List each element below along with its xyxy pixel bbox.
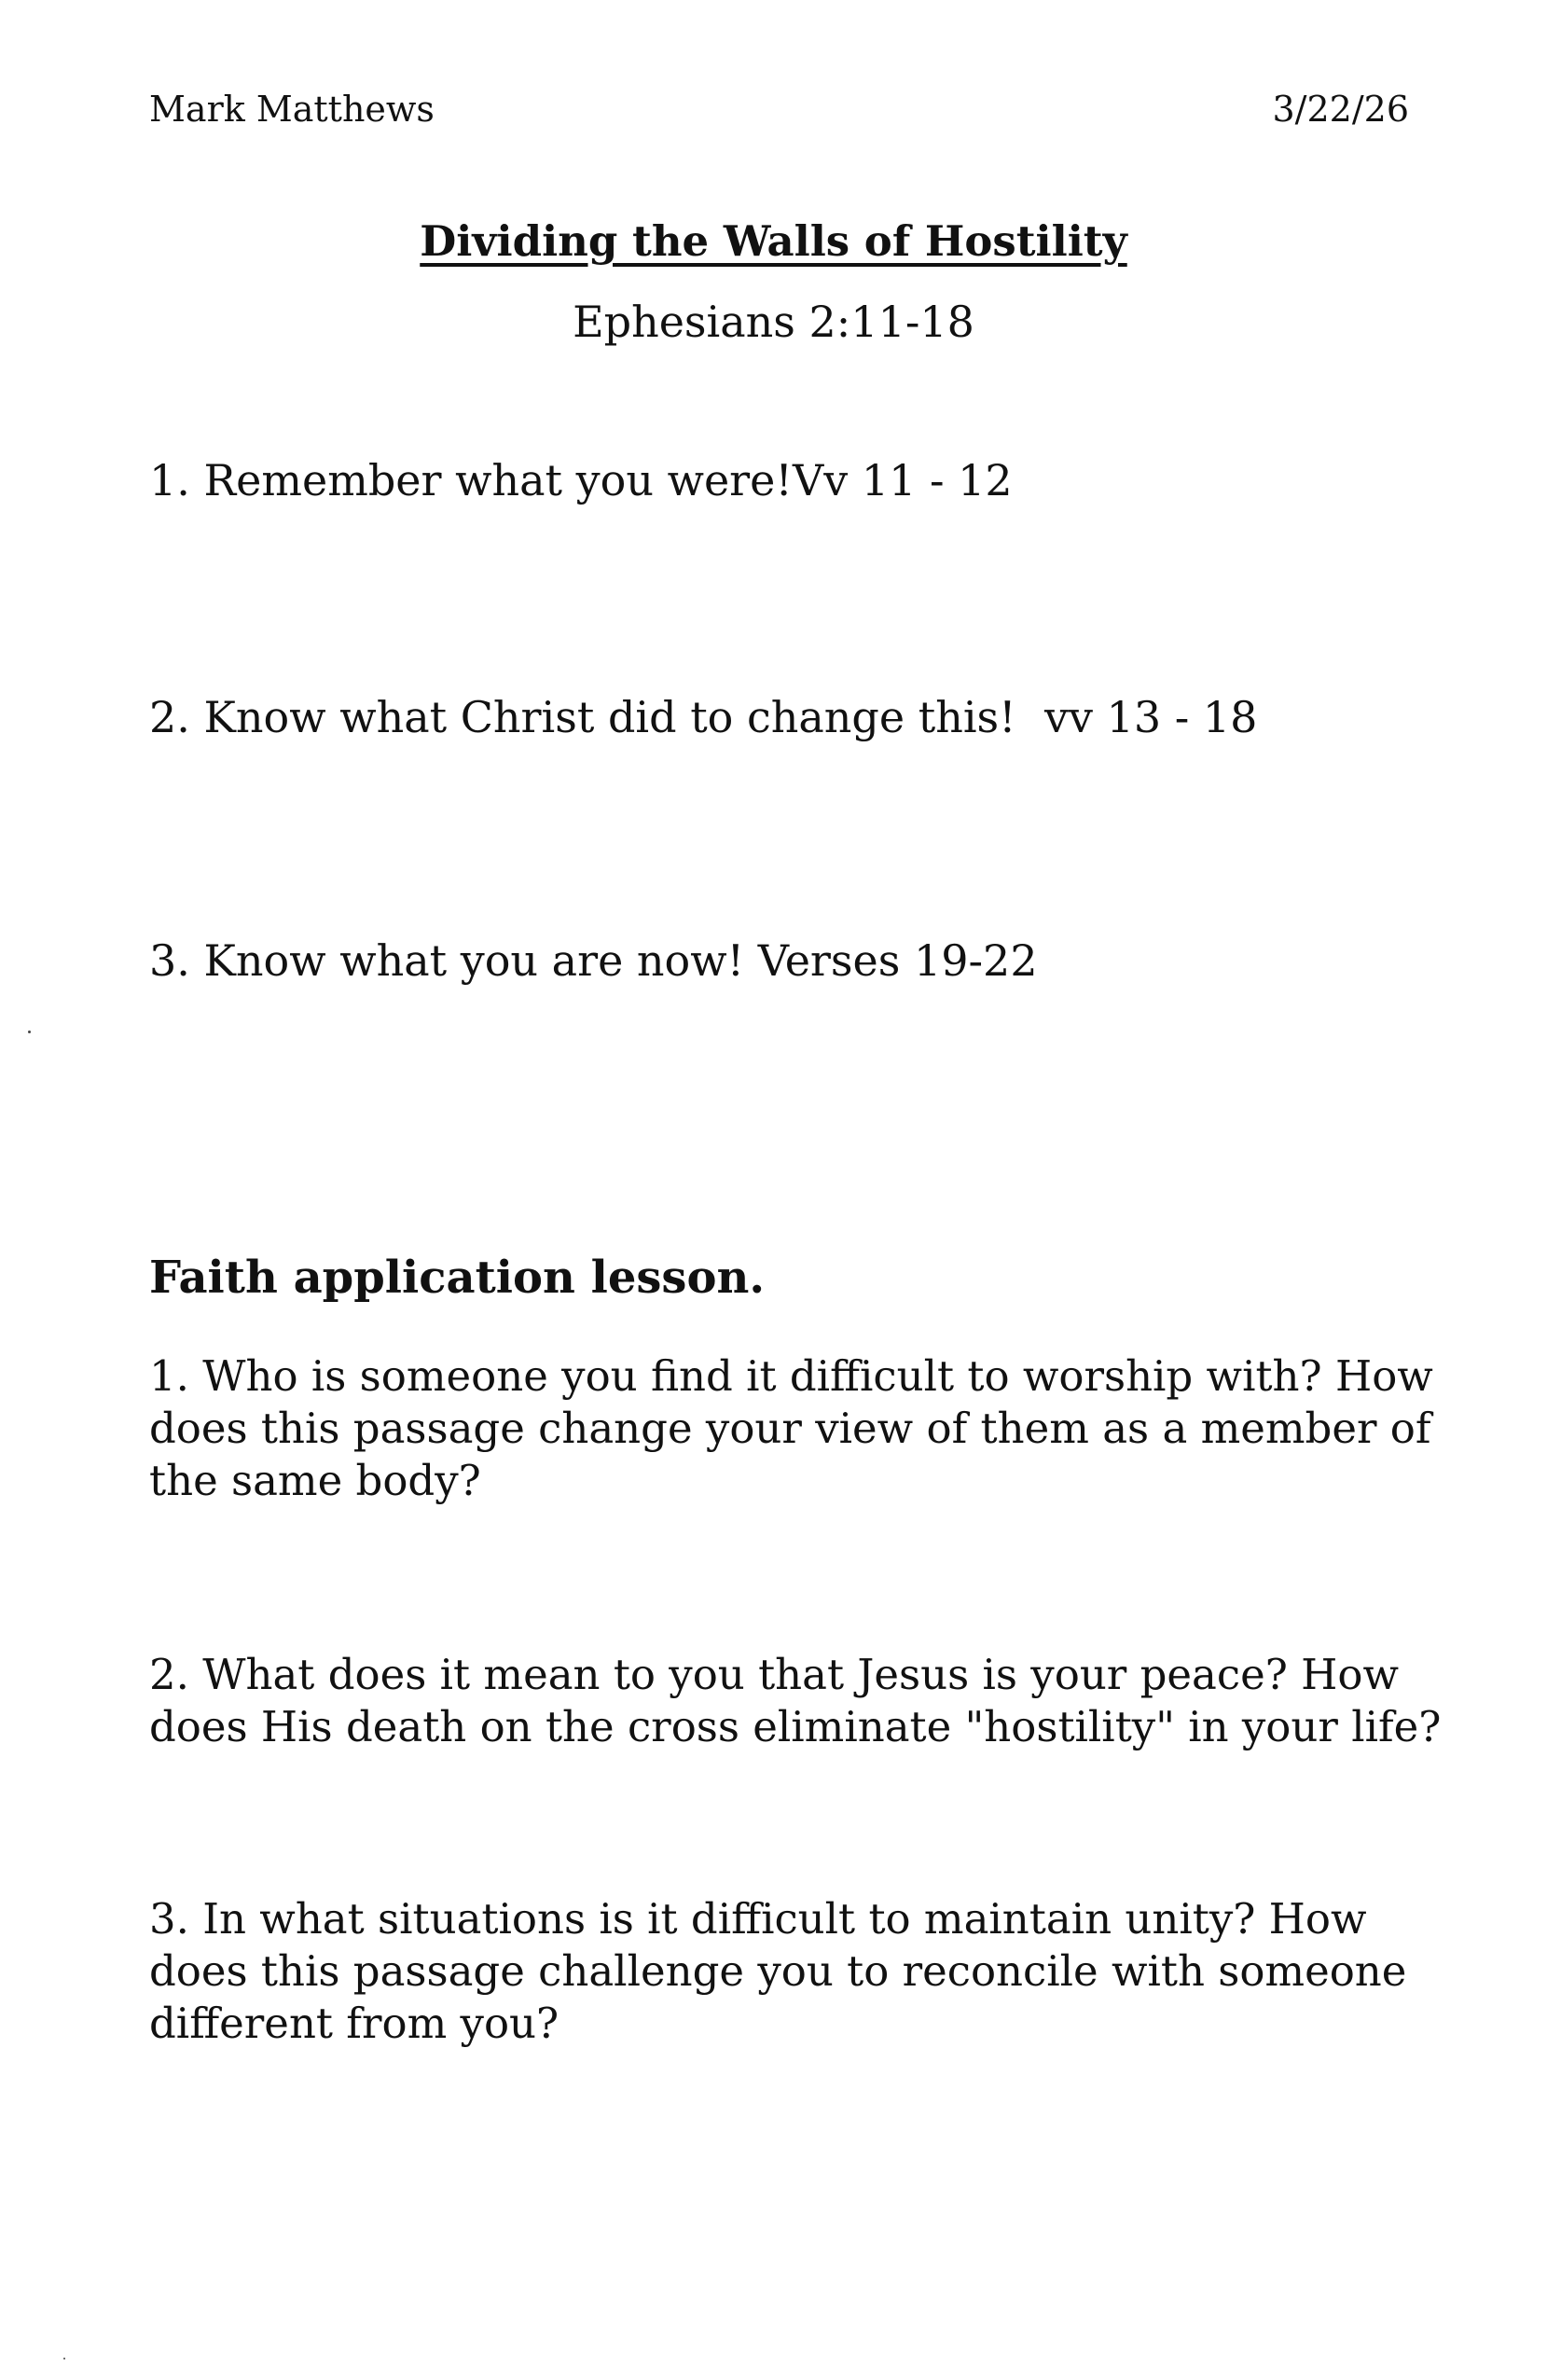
application-question-1: 1. Who is someone you find it difficult to worship with? How does this passage change your view of them as a member of the same body? [149, 1351, 1433, 1505]
scan-speck [28, 1031, 31, 1033]
scan-speck [63, 2358, 65, 2359]
sermon-date: 3/22/26 [1272, 89, 1409, 130]
author-name: Mark Matthews [149, 89, 435, 130]
application-question-3: 3. In what situations is it difficult to maintain unity? How does this passage challenge you to reconcile with someone different from you? [149, 1894, 1407, 2048]
sermon-title: Dividing the Walls of Hostility [420, 216, 1127, 266]
point-3-text: 3. Know what you are now! Verses 19-22 [149, 935, 1038, 986]
application-question-2: 2. What does it mean to you that Jesus is your peace? How does His death on the cross eliminate "hostility" in your life? [149, 1650, 1442, 1751]
application-heading: Faith application lesson. [149, 1252, 766, 1304]
point-1-reference: Vv 11 - 12 [793, 455, 1013, 505]
scripture-reference: Ephesians 2:11-18 [573, 297, 974, 347]
point-2-text: 2. Know what Christ did to change this! [149, 692, 1016, 742]
point-2-reference: vv 13 - 18 [1044, 692, 1258, 742]
point-1-text: 1. Remember what you were! [149, 455, 793, 505]
